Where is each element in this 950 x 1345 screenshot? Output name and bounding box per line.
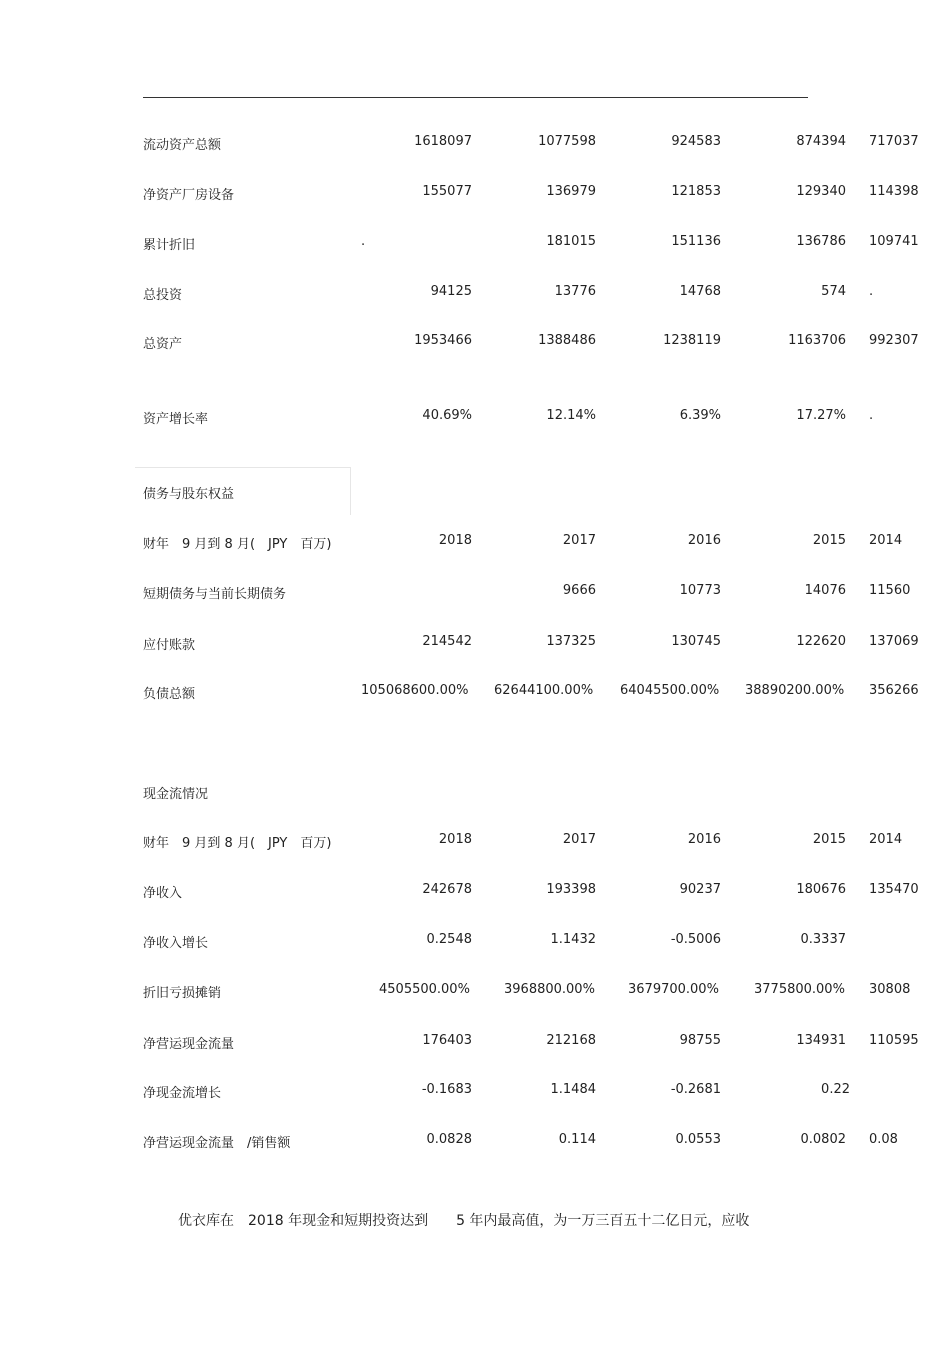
- cell-2014: 135470: [869, 882, 919, 897]
- cell-2015: 14076: [804, 583, 846, 598]
- row-label: 资产增长率: [143, 412, 209, 427]
- cell-2015: 129340: [796, 184, 846, 199]
- cell-2015: 3775800.00%: [754, 982, 845, 997]
- cell-2017: 137325: [546, 634, 596, 649]
- cell-2018: 105068600.00%: [361, 683, 469, 698]
- header-2015: 2015: [812, 832, 846, 847]
- cell-2015: 574: [821, 284, 846, 299]
- header-2017: 2017: [562, 533, 596, 548]
- row-label: 总投资: [143, 288, 183, 303]
- cell-2017: 1.1432: [550, 932, 596, 947]
- cell-2016: 121853: [671, 184, 721, 199]
- header-label: 财年 9 月到 8 月( JPY 百万): [143, 836, 332, 851]
- cell-2015: 0.3337: [800, 932, 846, 947]
- cell-2016: 98755: [679, 1033, 721, 1048]
- cell-2017: 13776: [554, 284, 596, 299]
- cell-2016: 64045500.00%: [620, 683, 720, 698]
- header-label: 财年 9 月到 8 月( JPY 百万): [143, 537, 332, 552]
- section-title-liabilities: 债务与股东权益: [143, 487, 235, 502]
- row-label: 净收入: [143, 886, 183, 901]
- cell-2017: 136979: [546, 184, 596, 199]
- cell-2018: 242678: [422, 882, 472, 897]
- cell-2014: 356266: [869, 683, 919, 698]
- row-label: 短期债务与当前长期债务: [143, 587, 287, 602]
- cell-2017: 1388486: [538, 333, 596, 348]
- cell-2016: 151136: [671, 234, 721, 249]
- table-row-total-liabilities: [0, 683, 950, 703]
- cell-2016: 6.39%: [679, 408, 721, 423]
- cell-2016: -0.5006: [670, 932, 721, 947]
- header-2018: 2018: [438, 832, 472, 847]
- cell-2015: 1163706: [788, 333, 846, 348]
- body-paragraph: 优衣库在 2018 年现金和短期投资达到 5 年内最高值，为一万三百五十二亿日元，应收: [178, 1213, 750, 1229]
- cell-2017: 3968800.00%: [504, 982, 595, 997]
- cell-2016: 924583: [671, 134, 721, 149]
- row-label: 负债总额: [143, 687, 196, 702]
- row-label: 应付账款: [143, 638, 196, 653]
- table-row-ocf-to-sales: [0, 1132, 950, 1152]
- table-row-operating-cash-flow: [0, 1033, 950, 1053]
- cell-2016: 130745: [671, 634, 721, 649]
- table-row-net-income-growth: [0, 932, 950, 952]
- cell-2014: 0.08: [869, 1132, 898, 1147]
- table-row-short-term-debt: [0, 583, 950, 603]
- cell-2015: 136786: [796, 234, 846, 249]
- row-label: 折旧亏损摊销: [143, 986, 222, 1001]
- table-row-total-investment: [0, 284, 950, 304]
- cell-2014: .: [869, 408, 874, 423]
- cell-2014: 114398: [869, 184, 919, 199]
- cell-placeholder-dot: .: [361, 234, 366, 249]
- section-title-cashflow: 现金流情况: [143, 787, 209, 802]
- row-label: 净现金流增长: [143, 1086, 222, 1101]
- table-row-net-cash-flow-growth: [0, 1082, 950, 1102]
- table-row-total-assets: [0, 333, 950, 353]
- header-2017: 2017: [562, 832, 596, 847]
- row-label: 净营运现金流量 /销售额: [143, 1136, 291, 1151]
- cell-2018: -0.1683: [421, 1082, 472, 1097]
- row-label: 流动资产总额: [143, 138, 222, 153]
- cell-2016: 3679700.00%: [628, 982, 719, 997]
- cell-2016: 0.0553: [675, 1132, 721, 1147]
- header-2018: 2018: [438, 533, 472, 548]
- header-2014: 2014: [869, 533, 903, 548]
- cell-2015: 134931: [796, 1033, 846, 1048]
- row-label: 总资产: [143, 337, 183, 352]
- header-2014: 2014: [869, 832, 903, 847]
- row-label: 净收入增长: [143, 936, 209, 951]
- cell-2015: 17.27%: [796, 408, 846, 423]
- cell-2014: 137069: [869, 634, 919, 649]
- cell-2014: .: [869, 284, 874, 299]
- cell-2016: 90237: [679, 882, 721, 897]
- cell-2014: 992307: [869, 333, 919, 348]
- cell-2015: 122620: [796, 634, 846, 649]
- cell-2017: 12.14%: [546, 408, 596, 423]
- header-2016: 2016: [687, 533, 721, 548]
- top-rule: [143, 97, 808, 98]
- table-header-row: [0, 832, 950, 852]
- cell-2017: 62644100.00%: [494, 683, 594, 698]
- cell-2018: 155077: [422, 184, 472, 199]
- cell-2014: 30808: [869, 982, 911, 997]
- cell-2018: 4505500.00%: [379, 982, 470, 997]
- table-row-asset-growth: [0, 408, 950, 428]
- cell-2018: 214542: [422, 634, 472, 649]
- table-row-current-assets: [0, 134, 950, 154]
- row-label: 净资产厂房设备: [143, 188, 235, 203]
- cell-2016: 1238119: [663, 333, 721, 348]
- cell-2018: 1618097: [414, 134, 472, 149]
- cell-2015: 180676: [796, 882, 846, 897]
- table-row-accounts-payable: [0, 634, 950, 654]
- cell-2014: 11560: [869, 583, 911, 598]
- cell-2016: 14768: [679, 284, 721, 299]
- cell-2016: 10773: [679, 583, 721, 598]
- cell-2014: 717037: [869, 134, 919, 149]
- cell-2017: 193398: [546, 882, 596, 897]
- cell-2018: 1953466: [414, 333, 472, 348]
- cell-2018: 94125: [430, 284, 472, 299]
- cell-2018: 0.2548: [426, 932, 472, 947]
- cell-2018: 176403: [422, 1033, 472, 1048]
- cell-2017: 212168: [546, 1033, 596, 1048]
- cell-2014: 110595: [869, 1033, 919, 1048]
- cell-2017: 9666: [562, 583, 596, 598]
- row-label: 净营运现金流量: [143, 1037, 235, 1052]
- cell-2017: 1077598: [538, 134, 596, 149]
- cell-2017: 0.114: [558, 1132, 596, 1147]
- cell-2015: 38890200.00%: [745, 683, 845, 698]
- header-2016: 2016: [687, 832, 721, 847]
- cell-2017: 1.1484: [550, 1082, 596, 1097]
- table-row-net-income: [0, 882, 950, 902]
- table-row-net-ppe: [0, 184, 950, 204]
- table-row-depreciation-amortization: [0, 982, 950, 1002]
- table-header-row: [0, 533, 950, 553]
- cell-2016: -0.2681: [670, 1082, 721, 1097]
- cell-2015: 0.22: [821, 1082, 850, 1097]
- cell-2018: 40.69%: [422, 408, 472, 423]
- cell-2017: 181015: [546, 234, 596, 249]
- table-row-accumulated-depreciation: [0, 234, 950, 254]
- cell-2015: 874394: [796, 134, 846, 149]
- row-label: 累计折旧: [143, 238, 196, 253]
- cell-2018: 0.0828: [426, 1132, 472, 1147]
- cell-2015: 0.0802: [800, 1132, 846, 1147]
- header-2015: 2015: [812, 533, 846, 548]
- cell-2014: 109741: [869, 234, 919, 249]
